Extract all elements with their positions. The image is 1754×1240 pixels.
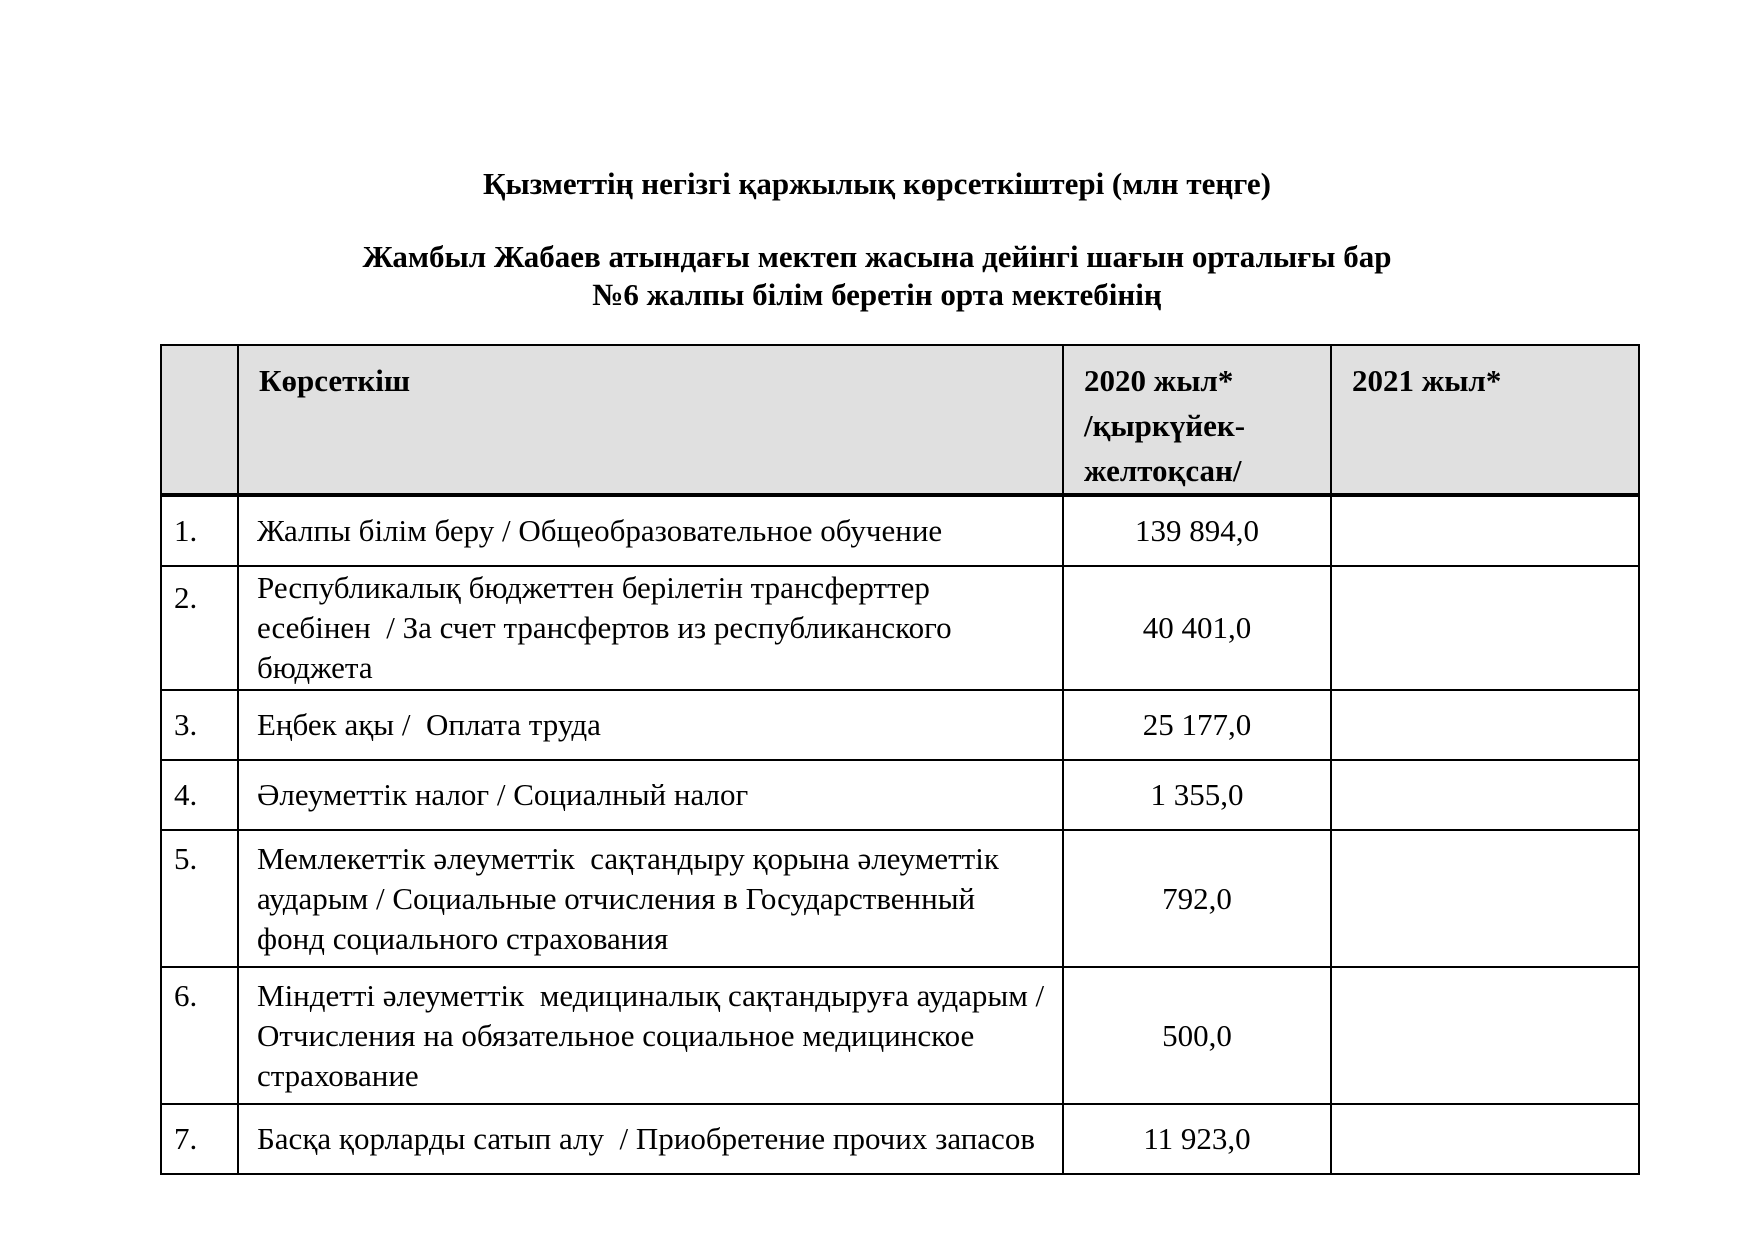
row-number: 1. [161, 495, 238, 566]
row-value-2020: 40 401,0 [1063, 566, 1331, 690]
row-number: 5. [161, 830, 238, 967]
header-row [161, 345, 1639, 495]
header-2020-line-2: /қыркүйек-желтоқсан/ [1084, 408, 1246, 488]
table-row [161, 495, 1639, 566]
subtitle-line-1: Жамбыл Жабаев атындағы мектеп жасына дейінгі шағын орталығы бар [362, 239, 1392, 274]
row-value-2021 [1331, 760, 1639, 830]
table-row [161, 760, 1639, 830]
row-value-2021 [1331, 690, 1639, 760]
row-indicator: Әлеуметтік налог / Социалный налог [238, 760, 1063, 830]
header-cell-year-2020 [1063, 345, 1331, 495]
page-title: Қызметтің негізгі қаржылық көрсеткіштері (млн теңге) [483, 166, 1271, 201]
financial-indicators-table [160, 344, 1640, 1175]
row-indicator: Басқа қорларды сатып алу / Приобретение прочих запасов [238, 1104, 1063, 1174]
table-row [161, 566, 1639, 690]
row-indicator: Міндетті әлеуметтік медициналық сақтандыруға аударым / Отчисления на обязательное социальное медицинское страхование [238, 967, 1063, 1104]
row-value-2021 [1331, 566, 1639, 690]
row-value-2020: 500,0 [1063, 967, 1331, 1104]
row-value-2020: 1 355,0 [1063, 760, 1331, 830]
table-row [161, 967, 1639, 1104]
row-number: 3. [161, 690, 238, 760]
header-cell-indicator: Көрсеткіш [238, 345, 1063, 495]
row-indicator: Жалпы білім беру / Общеобразовательное обучение [238, 495, 1063, 566]
row-number: 6. [161, 967, 238, 1104]
row-number: 2. [161, 566, 238, 690]
row-indicator: Мемлекеттік әлеуметтік сақтандыру қорына әлеуметтік аударым / Социальные отчисления в Государственный фонд социального страхования [238, 830, 1063, 967]
row-value-2020: 11 923,0 [1063, 1104, 1331, 1174]
table-row [161, 690, 1639, 760]
page-subtitle [0, 238, 1754, 314]
row-value-2021 [1331, 967, 1639, 1104]
header-cell-number [161, 345, 238, 495]
row-value-2021 [1331, 1104, 1639, 1174]
row-value-2021 [1331, 495, 1639, 566]
row-value-2020: 25 177,0 [1063, 690, 1331, 760]
table-header [161, 345, 1639, 495]
header-cell-year-2021: 2021 жыл* [1331, 345, 1639, 495]
subtitle-line-2: №6 жалпы білім беретін орта мектебінің [592, 277, 1162, 312]
header-2020-line-1: 2020 жыл* [1084, 363, 1234, 398]
row-value-2020: 792,0 [1063, 830, 1331, 967]
table-body [161, 495, 1639, 1174]
table-row [161, 830, 1639, 967]
row-indicator: Еңбек ақы / Оплата труда [238, 690, 1063, 760]
table-row [161, 1104, 1639, 1174]
row-value-2020: 139 894,0 [1063, 495, 1331, 566]
row-number: 4. [161, 760, 238, 830]
row-value-2021 [1331, 830, 1639, 967]
row-indicator: Республикалық бюджеттен берілетін трансферттер есебінен / За счет трансфертов из республиканского бюджета [238, 566, 1063, 690]
row-number: 7. [161, 1104, 238, 1174]
